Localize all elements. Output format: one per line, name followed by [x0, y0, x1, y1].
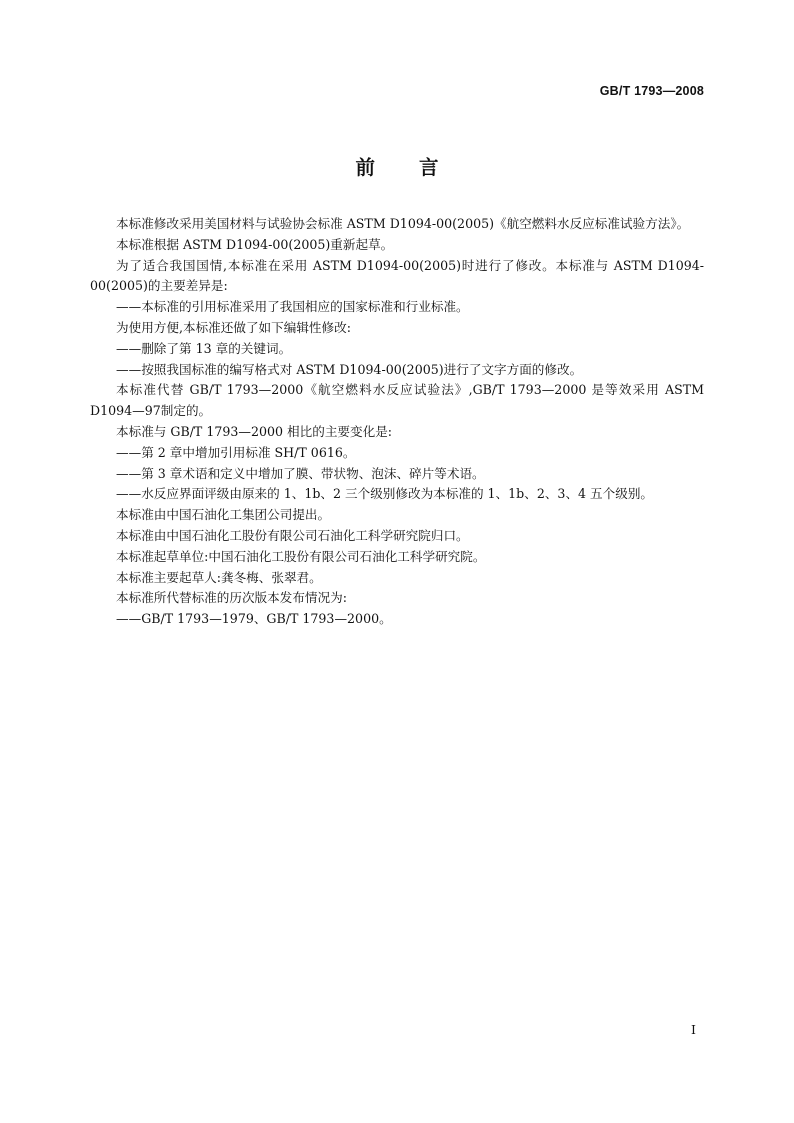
paragraph: ——删除了第 13 章的关键词。	[116, 340, 292, 356]
foreword-body	[90, 214, 704, 630]
paragraph: 本标准由中国石油化工股份有限公司石油化工科学研究院归口。	[116, 527, 469, 543]
paragraph: ——本标准的引用标准采用了我国相应的国家标准和行业标准。	[116, 299, 469, 315]
paragraph: 为了适合我国国情,本标准在采用 ASTM D1094-00(2005)时进行了修改。本标准与 ASTM D1094-00(2005)的主要差异是:	[90, 257, 704, 294]
paragraph: ——按照我国标准的编写格式对 ASTM D1094-00(2005)进行了文字方面的修改。	[116, 361, 583, 377]
paragraph: 本标准由中国石油化工集团公司提出。	[116, 507, 331, 523]
paragraph: 本标准起草单位:中国石油化工股份有限公司石油化工科学研究院。	[116, 548, 486, 564]
paragraph: ——第 3 章术语和定义中增加了膜、带状物、泡沫、碎片等术语。	[116, 465, 485, 481]
paragraph: 本标准与 GB/T 1793—2000 相比的主要变化是:	[116, 423, 393, 439]
paragraph: 本标准代替 GB/T 1793—2000《航空燃料水反应试验法》,GB/T 1793—2000 是等效采用 ASTM D1094—97制定的。	[90, 382, 704, 419]
page-number: I	[691, 1022, 696, 1037]
paragraph: ——水反应界面评级由原来的 1、1b、2 三个级别修改为本标准的 1、1b、2、3、4 五个级别。	[116, 486, 654, 502]
paragraph: 本标准根据 ASTM D1094-00(2005)重新起草。	[116, 236, 394, 252]
standard-number: GB/T 1793—2008	[599, 84, 704, 98]
paragraph: ——第 2 章中增加引用标准 SH/T 0616。	[116, 444, 356, 460]
paragraph: ——GB/T 1793—1979、GB/T 1793—2000。	[116, 611, 392, 627]
paragraph: 本标准主要起草人:龚冬梅、张翠君。	[116, 569, 322, 585]
paragraph: 本标准所代替标准的历次版本发布情况为:	[116, 590, 347, 606]
page-title: 前言	[355, 156, 483, 179]
paragraph: 本标准修改采用美国材料与试验协会标准 ASTM D1094-00(2005)《航空燃料水反应标准试验方法》。	[116, 216, 690, 231]
paragraph: 为使用方便,本标准还做了如下编辑性修改:	[116, 319, 351, 335]
